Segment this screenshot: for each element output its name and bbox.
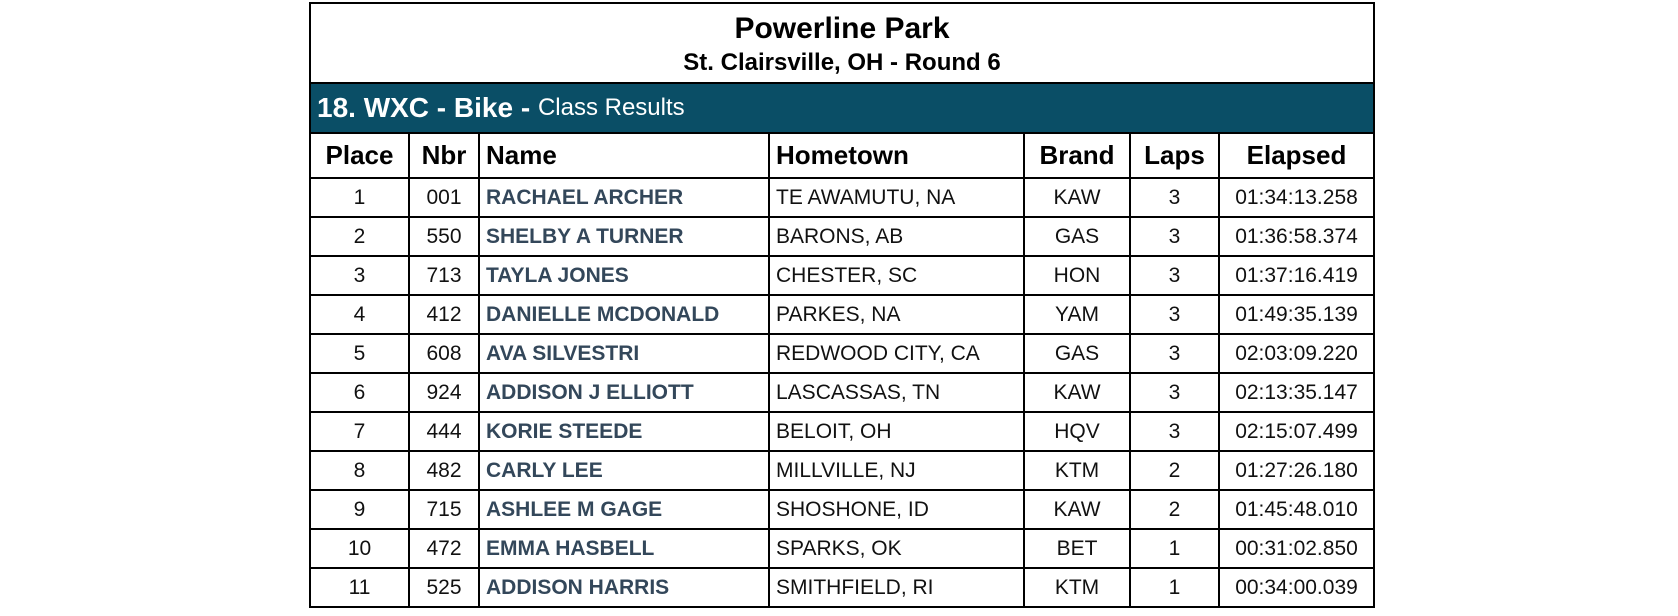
column-header-nbr[interactable]: Nbr — [409, 134, 479, 178]
column-header-hometown[interactable]: Hometown — [769, 134, 1024, 178]
cell-brand: BET — [1024, 529, 1130, 568]
cell-brand: KTM — [1024, 451, 1130, 490]
cell-nbr: 525 — [409, 568, 479, 606]
cell-laps: 1 — [1130, 529, 1219, 568]
cell-rider-name[interactable]: CARLY LEE — [479, 451, 769, 490]
cell-hometown: REDWOOD CITY, CA — [769, 334, 1024, 373]
class-results-bar — [311, 84, 1373, 134]
cell-laps: 3 — [1130, 256, 1219, 295]
column-header-laps[interactable]: Laps — [1130, 134, 1219, 178]
cell-laps: 3 — [1130, 412, 1219, 451]
cell-rider-name[interactable]: KORIE STEEDE — [479, 412, 769, 451]
cell-hometown: LASCASSAS, TN — [769, 373, 1024, 412]
cell-hometown: CHESTER, SC — [769, 256, 1024, 295]
class-name: 18. WXC - Bike - — [317, 92, 538, 123]
cell-nbr: 713 — [409, 256, 479, 295]
cell-place: 4 — [311, 295, 409, 334]
event-title: Powerline Park — [734, 12, 950, 45]
column-header-brand[interactable]: Brand — [1024, 134, 1130, 178]
cell-hometown: SPARKS, OK — [769, 529, 1024, 568]
cell-rider-name[interactable]: DANIELLE MCDONALD — [479, 295, 769, 334]
table-row — [311, 334, 1373, 373]
cell-nbr: 001 — [409, 178, 479, 217]
cell-brand: HQV — [1024, 412, 1130, 451]
cell-laps: 1 — [1130, 568, 1219, 606]
event-subtitle: St. Clairsville, OH - Round 6 — [683, 49, 1001, 76]
cell-hometown: PARKES, NA — [769, 295, 1024, 334]
table-row — [311, 217, 1373, 256]
cell-hometown: SMITHFIELD, RI — [769, 568, 1024, 606]
table-row — [311, 568, 1373, 606]
cell-elapsed: 01:37:16.419 — [1219, 256, 1373, 295]
table-row — [311, 178, 1373, 217]
cell-laps: 3 — [1130, 373, 1219, 412]
cell-rider-name[interactable]: ASHLEE M GAGE — [479, 490, 769, 529]
cell-laps: 3 — [1130, 295, 1219, 334]
class-results-label: Class Results — [537, 94, 685, 121]
cell-laps: 2 — [1130, 451, 1219, 490]
cell-brand: KTM — [1024, 568, 1130, 606]
table-row — [311, 256, 1373, 295]
results-body — [311, 178, 1373, 606]
event-header — [311, 4, 1373, 84]
cell-hometown: TE AWAMUTU, NA — [769, 178, 1024, 217]
column-header-place[interactable]: Place — [311, 134, 409, 178]
table-row — [311, 490, 1373, 529]
cell-brand: GAS — [1024, 217, 1130, 256]
cell-rider-name[interactable]: RACHAEL ARCHER — [479, 178, 769, 217]
cell-place: 10 — [311, 529, 409, 568]
cell-rider-name[interactable]: ADDISON J ELLIOTT — [479, 373, 769, 412]
table-row — [311, 373, 1373, 412]
cell-elapsed: 00:31:02.850 — [1219, 529, 1373, 568]
table-row — [311, 451, 1373, 490]
cell-elapsed: 02:03:09.220 — [1219, 334, 1373, 373]
cell-laps: 3 — [1130, 217, 1219, 256]
cell-nbr: 482 — [409, 451, 479, 490]
cell-nbr: 550 — [409, 217, 479, 256]
cell-hometown: BARONS, AB — [769, 217, 1024, 256]
cell-hometown: SHOSHONE, ID — [769, 490, 1024, 529]
cell-brand: YAM — [1024, 295, 1130, 334]
cell-hometown: BELOIT, OH — [769, 412, 1024, 451]
cell-place: 2 — [311, 217, 409, 256]
cell-elapsed: 02:15:07.499 — [1219, 412, 1373, 451]
results-table — [311, 134, 1373, 606]
cell-nbr: 472 — [409, 529, 479, 568]
header-row — [311, 134, 1373, 178]
cell-elapsed: 00:34:00.039 — [1235, 575, 1358, 599]
cell-rider-name[interactable]: TAYLA JONES — [479, 256, 769, 295]
cell-place: 7 — [311, 412, 409, 451]
cell-laps: 3 — [1130, 334, 1219, 373]
cell-hometown: MILLVILLE, NJ — [769, 451, 1024, 490]
cell-brand: GAS — [1024, 334, 1130, 373]
cell-rider-name[interactable]: EMMA HASBELL — [479, 529, 769, 568]
cell-nbr: 608 — [409, 334, 479, 373]
cell-rider-name[interactable]: SHELBY A TURNER — [479, 217, 769, 256]
cell-rider-name[interactable]: ADDISON HARRIS — [479, 568, 769, 606]
cell-nbr: 715 — [409, 490, 479, 529]
cell-elapsed: 01:45:48.010 — [1219, 490, 1373, 529]
cell-brand: KAW — [1024, 178, 1130, 217]
cell-brand: KAW — [1024, 373, 1130, 412]
cell-place: 8 — [311, 451, 409, 490]
cell-elapsed: 02:13:35.147 — [1219, 373, 1373, 412]
cell-place: 6 — [311, 373, 409, 412]
cell-place: 5 — [311, 334, 409, 373]
cell-elapsed: 01:34:13.258 — [1219, 178, 1373, 217]
cell-brand: HON — [1024, 256, 1130, 295]
cell-laps: 3 — [1130, 178, 1219, 217]
results-sheet — [309, 2, 1375, 608]
cell-rider-name[interactable]: AVA SILVESTRI — [479, 334, 769, 373]
column-header-elapsed[interactable]: Elapsed — [1219, 134, 1373, 178]
table-row — [311, 529, 1373, 568]
cell-place: 9 — [311, 490, 409, 529]
column-header-name[interactable]: Name — [479, 134, 769, 178]
cell-place: 1 — [311, 178, 409, 217]
table-row — [311, 412, 1373, 451]
table-row — [311, 295, 1373, 334]
cell-place: 11 — [311, 568, 409, 606]
cell-nbr: 412 — [409, 295, 479, 334]
cell-elapsed: 01:36:58.374 — [1219, 217, 1373, 256]
cell-nbr: 444 — [409, 412, 479, 451]
cell-brand: KAW — [1024, 490, 1130, 529]
cell-elapsed: 01:27:26.180 — [1219, 451, 1373, 490]
cell-laps: 2 — [1130, 490, 1219, 529]
cell-nbr: 924 — [409, 373, 479, 412]
cell-elapsed: 01:49:35.139 — [1219, 295, 1373, 334]
cell-place: 3 — [311, 256, 409, 295]
